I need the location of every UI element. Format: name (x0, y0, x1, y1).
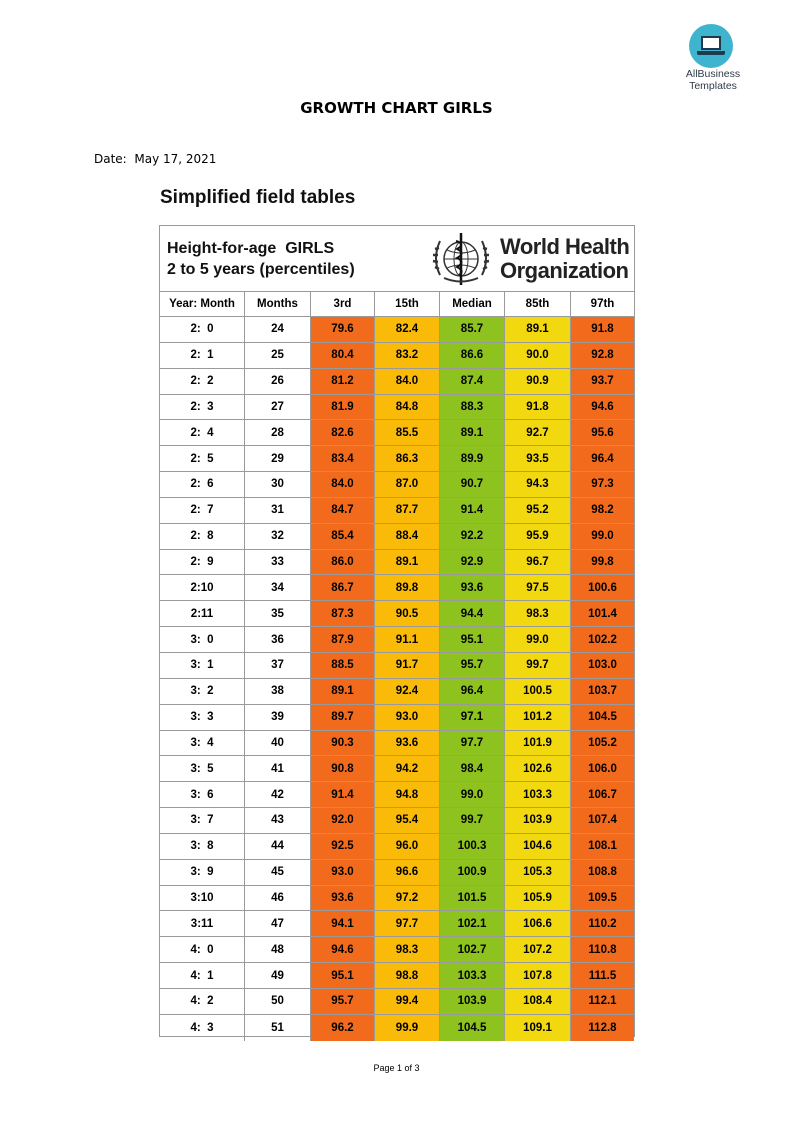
date-line (94, 152, 216, 166)
p15-cell: 89.1 (375, 550, 440, 575)
median-cell: 99.7 (440, 808, 505, 833)
months-cell: 31 (245, 498, 311, 523)
column-header: Months (245, 292, 311, 316)
p3-cell: 87.3 (311, 601, 375, 626)
p97-cell: 110.2 (571, 911, 634, 936)
p85-cell: 90.9 (505, 369, 571, 394)
p3-cell: 80.4 (311, 343, 375, 368)
median-cell: 90.7 (440, 472, 505, 497)
p15-cell: 91.1 (375, 627, 440, 652)
p85-cell: 96.7 (505, 550, 571, 575)
p15-cell: 84.8 (375, 395, 440, 420)
column-header: 85th (505, 292, 571, 316)
p97-cell: 110.8 (571, 937, 634, 962)
table-row (160, 834, 634, 860)
section-title: Simplified field tables (160, 187, 356, 208)
year-month-cell: 3: 6 (160, 782, 245, 807)
p85-cell: 92.7 (505, 420, 571, 445)
p97-cell: 97.3 (571, 472, 634, 497)
p15-cell: 82.4 (375, 317, 440, 342)
p85-cell: 105.9 (505, 886, 571, 911)
table-row (160, 550, 634, 576)
p3-cell: 82.6 (311, 420, 375, 445)
p15-cell: 96.0 (375, 834, 440, 859)
p3-cell: 85.4 (311, 524, 375, 549)
p85-cell: 107.2 (505, 937, 571, 962)
p97-cell: 109.5 (571, 886, 634, 911)
months-cell: 33 (245, 550, 311, 575)
table-row (160, 524, 634, 550)
p3-cell: 94.6 (311, 937, 375, 962)
p97-cell: 111.5 (571, 963, 634, 988)
p85-cell: 93.5 (505, 446, 571, 471)
months-cell: 39 (245, 705, 311, 730)
year-month-cell: 3: 4 (160, 731, 245, 756)
p3-cell: 90.3 (311, 731, 375, 756)
median-cell: 85.7 (440, 317, 505, 342)
p15-cell: 94.2 (375, 756, 440, 781)
median-cell: 100.9 (440, 860, 505, 885)
p15-cell: 99.4 (375, 989, 440, 1014)
p97-cell: 101.4 (571, 601, 634, 626)
year-month-cell: 2: 9 (160, 550, 245, 575)
months-cell: 25 (245, 343, 311, 368)
months-cell: 35 (245, 601, 311, 626)
p85-cell: 99.0 (505, 627, 571, 652)
months-cell: 49 (245, 963, 311, 988)
p97-cell: 112.8 (571, 1015, 634, 1041)
brand-name (678, 68, 748, 92)
median-cell: 89.1 (440, 420, 505, 445)
p15-cell: 98.8 (375, 963, 440, 988)
year-month-cell: 3: 2 (160, 679, 245, 704)
months-cell: 44 (245, 834, 311, 859)
p3-cell: 93.0 (311, 860, 375, 885)
p3-cell: 92.5 (311, 834, 375, 859)
months-cell: 30 (245, 472, 311, 497)
year-month-cell: 2: 3 (160, 395, 245, 420)
p97-cell: 103.0 (571, 653, 634, 678)
table-row (160, 808, 634, 834)
column-header: Year: Month (160, 292, 245, 316)
laptop-icon (689, 24, 733, 68)
p97-cell: 94.6 (571, 395, 634, 420)
table-row (160, 989, 634, 1015)
months-cell: 50 (245, 989, 311, 1014)
p3-cell: 94.1 (311, 911, 375, 936)
year-month-cell: 4: 0 (160, 937, 245, 962)
column-header: 15th (375, 292, 440, 316)
organization-line2: Organization (500, 258, 629, 283)
year-month-cell: 2:11 (160, 601, 245, 626)
brand-line1: AllBusiness (685, 68, 741, 80)
p3-cell: 90.8 (311, 756, 375, 781)
p15-cell: 85.5 (375, 420, 440, 445)
table-row (160, 369, 634, 395)
p85-cell: 97.5 (505, 575, 571, 600)
p97-cell: 105.2 (571, 731, 634, 756)
organization-line1: World Health (500, 234, 630, 259)
year-month-cell: 2: 2 (160, 369, 245, 394)
p97-cell: 98.2 (571, 498, 634, 523)
table-row (160, 756, 634, 782)
median-cell: 92.2 (440, 524, 505, 549)
months-cell: 37 (245, 653, 311, 678)
table-row (160, 601, 634, 627)
months-cell: 28 (245, 420, 311, 445)
year-month-cell: 3: 5 (160, 756, 245, 781)
median-cell: 91.4 (440, 498, 505, 523)
table-row (160, 575, 634, 601)
p97-cell: 106.0 (571, 756, 634, 781)
p3-cell: 89.7 (311, 705, 375, 730)
p97-cell: 112.1 (571, 989, 634, 1014)
organization-name (500, 235, 629, 283)
year-month-cell: 2: 8 (160, 524, 245, 549)
months-cell: 41 (245, 756, 311, 781)
p85-cell: 104.6 (505, 834, 571, 859)
p85-cell: 102.6 (505, 756, 571, 781)
median-cell: 103.9 (440, 989, 505, 1014)
p15-cell: 88.4 (375, 524, 440, 549)
p85-cell: 94.3 (505, 472, 571, 497)
median-cell: 87.4 (440, 369, 505, 394)
months-cell: 36 (245, 627, 311, 652)
table-row (160, 679, 634, 705)
table-title-line1: Height-for-age GIRLS (167, 240, 335, 257)
median-cell: 103.3 (440, 963, 505, 988)
p15-cell: 97.2 (375, 886, 440, 911)
median-cell: 99.0 (440, 782, 505, 807)
p15-cell: 87.7 (375, 498, 440, 523)
year-month-cell: 4: 1 (160, 963, 245, 988)
p3-cell: 88.5 (311, 653, 375, 678)
p3-cell: 81.2 (311, 369, 375, 394)
year-month-cell: 2: 5 (160, 446, 245, 471)
table-row (160, 886, 634, 912)
p3-cell: 84.0 (311, 472, 375, 497)
months-cell: 27 (245, 395, 311, 420)
table-body (160, 317, 634, 1041)
p3-cell: 89.1 (311, 679, 375, 704)
p97-cell: 108.8 (571, 860, 634, 885)
p85-cell: 95.9 (505, 524, 571, 549)
p85-cell: 101.2 (505, 705, 571, 730)
p15-cell: 97.7 (375, 911, 440, 936)
year-month-cell: 2: 1 (160, 343, 245, 368)
table-row (160, 472, 634, 498)
p3-cell: 84.7 (311, 498, 375, 523)
table-row (160, 937, 634, 963)
p15-cell: 84.0 (375, 369, 440, 394)
median-cell: 95.7 (440, 653, 505, 678)
median-cell: 86.6 (440, 343, 505, 368)
column-header: 97th (590, 298, 615, 310)
months-cell: 43 (245, 808, 311, 833)
p3-cell: 86.0 (311, 550, 375, 575)
p85-cell: 108.4 (505, 989, 571, 1014)
median-cell: 104.5 (440, 1015, 505, 1041)
year-month-cell: 3: 1 (160, 653, 245, 678)
year-month-cell: 3: 3 (160, 705, 245, 730)
year-month-cell: 3: 7 (160, 808, 245, 833)
table-row (160, 395, 634, 421)
table-row (160, 627, 634, 653)
median-cell: 96.4 (440, 679, 505, 704)
table-row (160, 420, 634, 446)
months-cell: 40 (245, 731, 311, 756)
p85-cell: 105.3 (505, 860, 571, 885)
p3-cell: 96.2 (311, 1015, 375, 1041)
p97-cell: 95.6 (571, 420, 634, 445)
column-header: 3rd (311, 292, 375, 316)
p15-cell: 87.0 (375, 472, 440, 497)
year-month-cell: 2: 4 (160, 420, 245, 445)
p97-cell: 102.2 (571, 627, 634, 652)
year-month-cell: 4: 2 (160, 989, 245, 1014)
p85-cell: 100.5 (505, 679, 571, 704)
table-row (160, 343, 634, 369)
table-row (160, 911, 634, 937)
p97-cell: 99.0 (571, 524, 634, 549)
growth-table (159, 225, 635, 1037)
median-cell: 93.6 (440, 575, 505, 600)
date-label: Date: (94, 152, 127, 166)
months-cell: 26 (245, 369, 311, 394)
p85-cell: 95.2 (505, 498, 571, 523)
year-month-cell: 2: 7 (160, 498, 245, 523)
p85-cell: 103.3 (505, 782, 571, 807)
p97-cell: 99.8 (571, 550, 634, 575)
p85-cell: 107.8 (505, 963, 571, 988)
table-title (167, 238, 355, 280)
table-row (160, 860, 634, 886)
p97-cell: 93.7 (571, 369, 634, 394)
median-cell: 101.5 (440, 886, 505, 911)
p15-cell: 89.8 (375, 575, 440, 600)
median-cell: 94.4 (440, 601, 505, 626)
months-cell: 42 (245, 782, 311, 807)
months-cell: 29 (245, 446, 311, 471)
p3-cell: 95.7 (311, 989, 375, 1014)
table-row (160, 963, 634, 989)
p85-cell: 98.3 (505, 601, 571, 626)
year-month-cell: 2:10 (160, 575, 245, 600)
year-month-cell: 3: 8 (160, 834, 245, 859)
p85-cell: 89.1 (505, 317, 571, 342)
p15-cell: 94.8 (375, 782, 440, 807)
p15-cell: 93.0 (375, 705, 440, 730)
table-row (160, 498, 634, 524)
p3-cell: 81.9 (311, 395, 375, 420)
table-row (160, 446, 634, 472)
p15-cell: 91.7 (375, 653, 440, 678)
p85-cell: 106.6 (505, 911, 571, 936)
p97-cell: 92.8 (571, 343, 634, 368)
p85-cell: 109.1 (505, 1015, 571, 1041)
p3-cell: 93.6 (311, 886, 375, 911)
document-title: GROWTH CHART GIRLS (300, 99, 493, 117)
median-cell: 98.4 (440, 756, 505, 781)
median-cell: 89.9 (440, 446, 505, 471)
months-cell: 46 (245, 886, 311, 911)
months-cell: 34 (245, 575, 311, 600)
column-header-row (160, 292, 634, 317)
page-footer: Page 1 of 3 (373, 1063, 420, 1073)
year-month-cell: 3:10 (160, 886, 245, 911)
p85-cell: 101.9 (505, 731, 571, 756)
year-month-cell: 4: 3 (160, 1015, 245, 1041)
p85-cell: 91.8 (505, 395, 571, 420)
median-cell: 88.3 (440, 395, 505, 420)
p15-cell: 98.3 (375, 937, 440, 962)
brand-line2: Templates (689, 80, 737, 92)
table-grid (160, 292, 634, 1041)
table-row (160, 653, 634, 679)
p97-cell: 104.5 (571, 705, 634, 730)
year-month-cell: 2: 6 (160, 472, 245, 497)
median-cell: 102.1 (440, 911, 505, 936)
p85-cell: 103.9 (505, 808, 571, 833)
p85-cell: 99.7 (505, 653, 571, 678)
p15-cell: 96.6 (375, 860, 440, 885)
column-header: Median (440, 292, 505, 316)
table-header (160, 226, 634, 292)
p97-cell: 91.8 (571, 317, 634, 342)
p15-cell: 83.2 (375, 343, 440, 368)
p3-cell: 86.7 (311, 575, 375, 600)
p15-cell: 99.9 (375, 1015, 440, 1041)
p15-cell: 90.5 (375, 601, 440, 626)
median-cell: 102.7 (440, 937, 505, 962)
p97-cell: 100.6 (571, 575, 634, 600)
median-cell: 95.1 (440, 627, 505, 652)
date-value: May 17, 2021 (134, 152, 217, 166)
table-row (160, 317, 634, 343)
median-cell: 97.7 (440, 731, 505, 756)
median-cell: 92.9 (440, 550, 505, 575)
p97-cell: 108.1 (571, 834, 634, 859)
months-cell: 51 (245, 1015, 311, 1041)
months-cell: 24 (245, 317, 311, 342)
months-cell: 48 (245, 937, 311, 962)
table-row (160, 782, 634, 808)
table-row (160, 1015, 634, 1041)
p3-cell: 79.6 (311, 317, 375, 342)
p3-cell: 92.0 (311, 808, 375, 833)
table-row (160, 705, 634, 731)
median-cell: 97.1 (440, 705, 505, 730)
p97-cell: 103.7 (571, 679, 634, 704)
p85-cell: 90.0 (505, 343, 571, 368)
year-month-cell: 3: 9 (160, 860, 245, 885)
year-month-cell: 3: 0 (160, 627, 245, 652)
p15-cell: 95.4 (375, 808, 440, 833)
p97-cell: 96.4 (571, 446, 634, 471)
who-emblem-icon (426, 229, 496, 289)
p3-cell: 87.9 (311, 627, 375, 652)
table-title-line2: 2 to 5 years (percentiles) (167, 261, 355, 278)
median-cell: 100.3 (440, 834, 505, 859)
months-cell: 38 (245, 679, 311, 704)
p3-cell: 91.4 (311, 782, 375, 807)
months-cell: 47 (245, 911, 311, 936)
p3-cell: 83.4 (311, 446, 375, 471)
p97-cell: 107.4 (571, 808, 634, 833)
table-row (160, 731, 634, 757)
year-month-cell: 3:11 (160, 911, 245, 936)
p15-cell: 86.3 (375, 446, 440, 471)
months-cell: 32 (245, 524, 311, 549)
p97-cell: 106.7 (571, 782, 634, 807)
months-cell: 45 (245, 860, 311, 885)
p15-cell: 93.6 (375, 731, 440, 756)
p15-cell: 92.4 (375, 679, 440, 704)
p3-cell: 95.1 (311, 963, 375, 988)
year-month-cell: 2: 0 (160, 317, 245, 342)
